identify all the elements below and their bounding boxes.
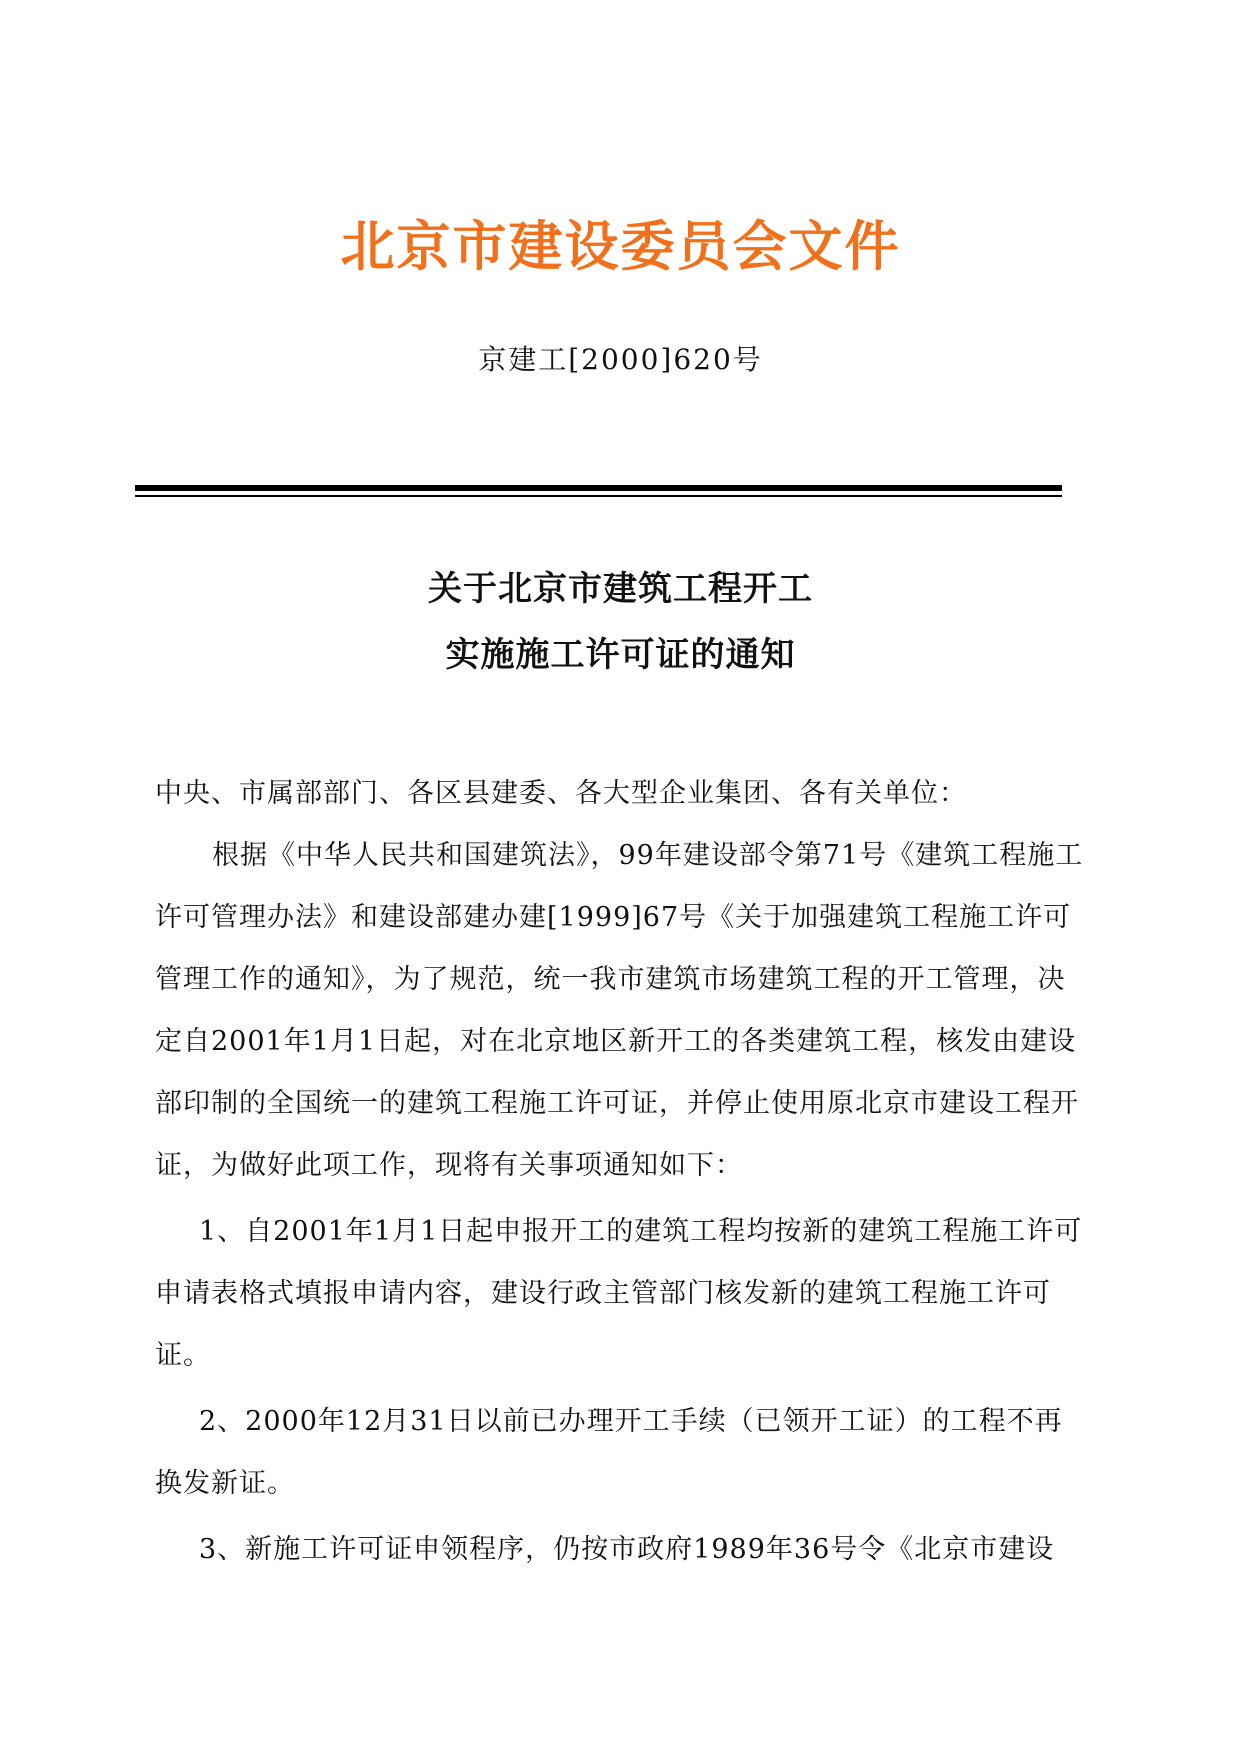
- notice-title-line-2: 实施施工许可证的通知: [445, 635, 796, 675]
- header-divider-thick: [135, 485, 1062, 491]
- header-divider-thin: [135, 495, 1062, 497]
- list-item: 1、自2001年1月1日起申报开工的建筑工程均按新的建筑工程施工许可申请表格式填报申请内容，建设行政主管部门核发新的建筑工程施工许可证。: [155, 1216, 1083, 1371]
- intro-paragraph: 根据《中华人民共和国建筑法》，99年建设部令第71号《建筑工程施工许可管理办法》和建设部建办建[1999]67号《关于加强建筑工程施工许可管理工作的通知》，为了规范，统一我市建筑市场建筑工程的开工管理，决定自2001年1月1日起，对在北京地区新开工的各类建筑工程，核发由建设部印制的全国统一的建筑工程施工许可证，并停止使用原北京市建设工程开证，为做好此项工作，现将有关事项通知如下：: [155, 840, 1084, 1181]
- list-item: 2、2000年12月31日以前已办理开工手续（已领开工证）的工程不再换发新证。: [155, 1406, 1063, 1499]
- addressee-line: 中央、市属部部门、各区县建委、各大型企业集团、各有关单位：: [155, 778, 967, 809]
- issuer-header-title: 北京市建设委员会文件: [340, 215, 901, 278]
- notice-title-line-1: 关于北京市建筑工程开工: [428, 569, 813, 609]
- document-number: 京建工[2000]620号: [478, 343, 763, 376]
- list-item: 3、新施工许可证申领程序，仍按市政府1989年36号令《北京市建设: [199, 1534, 1055, 1565]
- notice-body: [155, 763, 1085, 1581]
